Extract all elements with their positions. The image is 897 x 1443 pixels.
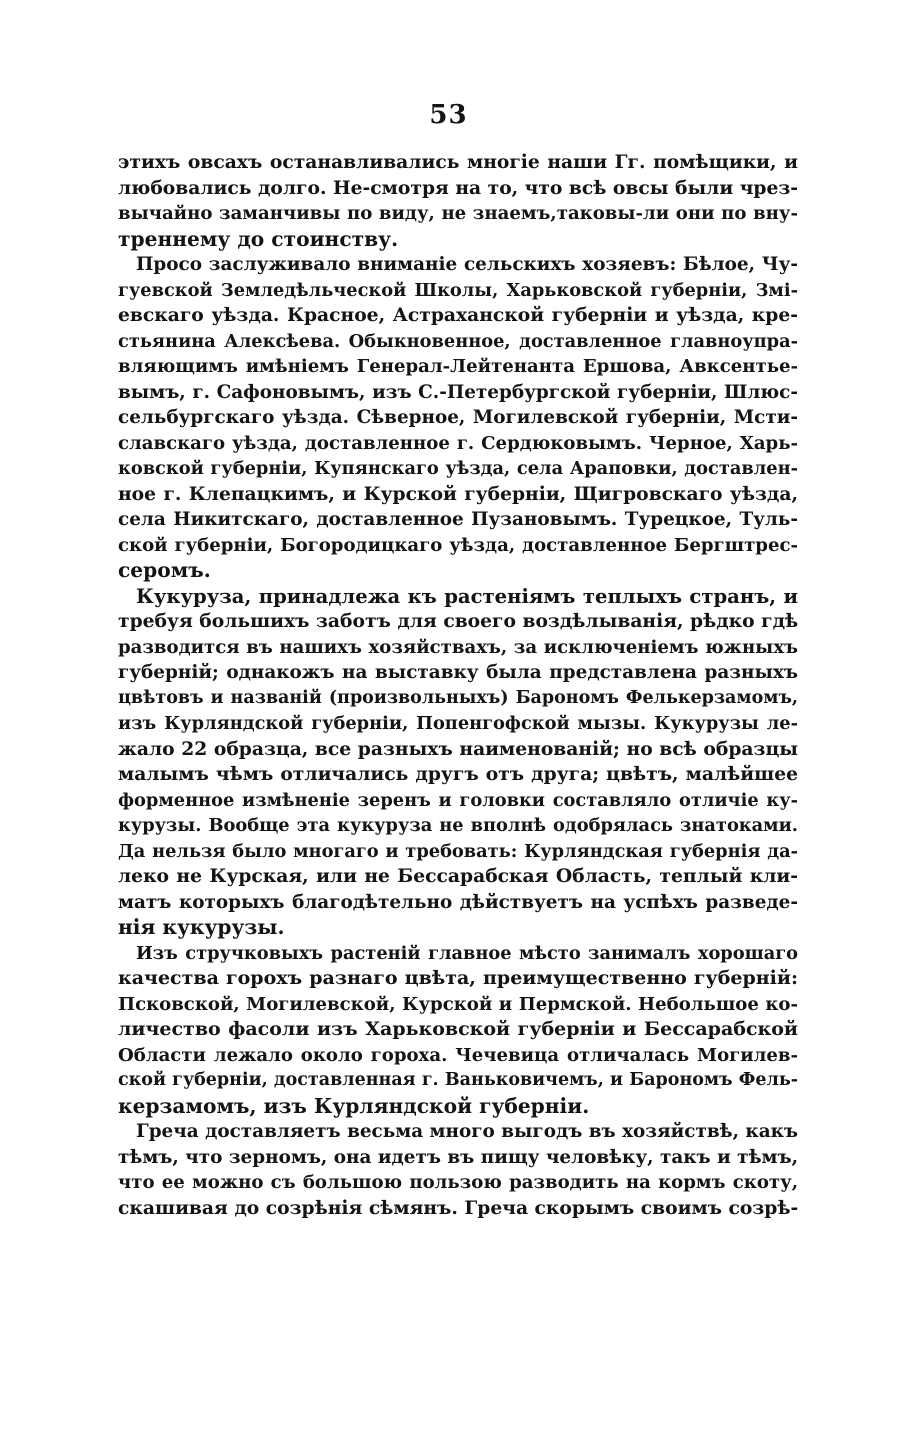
text-line: форменное измѣненіе зеренъ и головки составляло отличіе ку- bbox=[118, 789, 798, 811]
text-line: вымъ, г. Сафоновымъ, изъ С.-Петербургской губерніи, Шлюс- bbox=[118, 381, 798, 403]
text-line: Греча доставляетъ весьма много выгодъ въ хозяйствѣ, какъ bbox=[136, 1121, 798, 1142]
text-line: керзамомъ, изъ Курляндской губерніи. bbox=[118, 1093, 590, 1118]
text-line: леко не Курская, или не Бессарабская Область, теплый кли- bbox=[118, 865, 798, 887]
text-line: вляющимъ имѣніемъ Генерал-Лейтенанта Ершова, Авксентье- bbox=[118, 356, 798, 377]
text-line: стьянина Алексѣева. Обыкновенное, доставленное главноупра- bbox=[118, 330, 798, 352]
text-line: курузы. Вообще эта кукуруза не вполнѣ одобрялась знатоками. bbox=[118, 815, 798, 836]
text-line: треннему до стоинству. bbox=[118, 226, 399, 251]
text-line: любовались долго. Не-смотря на то, что всѣ овсы были чрез- bbox=[118, 176, 798, 199]
text-line: вычайно заманчивы по виду, не знаемъ,таковы-ли они по вну- bbox=[118, 203, 798, 224]
page-number: 53 bbox=[429, 100, 468, 130]
text-line: сельбургскаго уѣзда. Сѣверное, Могилевской губерніи, Мсти- bbox=[118, 407, 798, 428]
text-line: ное г. Клепацкимъ, и Курской губерніи, Щигровскаго уѣзда, bbox=[118, 482, 798, 505]
text-line: села Никитскаго, доставленное Пузановымъ. Турецкое, Туль- bbox=[118, 509, 798, 530]
text-line: этихъ овсахъ останавливались многіе наши Гг. помѣщики, и bbox=[118, 151, 798, 173]
text-line: ской губерніи, Богородицкаго уѣзда, доставленное Бергштрес- bbox=[118, 534, 798, 556]
text-line: ской губерніи, доставленная г. Ваньковичемъ, и Барономъ Фель- bbox=[118, 1070, 798, 1090]
text-line: что ее можно съ большою пользою разводить на кормъ скоту, bbox=[118, 1172, 798, 1193]
text-line: славскаго уѣзда, доставленное г. Сердюковымъ. Черное, Харь- bbox=[118, 432, 798, 454]
text-line: Просо заслуживало вниманіе сельскихъ хозяевъ: Бѣлое, Чу- bbox=[136, 254, 798, 275]
text-line: тѣмъ, что зерномъ, она идетъ въ пищу человѣку, такъ и тѣмъ, bbox=[118, 1146, 798, 1168]
text-line: Да нельзя было многаго и требовать: Курляндская губернія да- bbox=[118, 840, 798, 862]
text-line: требуя большихъ заботъ для своего воздѣлыванія, рѣдко гдѣ bbox=[118, 610, 798, 632]
text-line: малымъ чѣмъ отличались другъ отъ друга; цвѣтъ, малѣйшее bbox=[118, 763, 798, 785]
text-line: Изъ стручковыхъ растеній главное мѣсто занималъ хорошаго bbox=[136, 942, 798, 964]
body-text bbox=[118, 150, 798, 1221]
text-line: матъ которыхъ благодѣтельно дѣйствуетъ на успѣхъ разведе- bbox=[118, 891, 798, 913]
text-line: качества горохъ разнаго цвѣта, преимущественно губерній: bbox=[118, 967, 798, 989]
text-line: ковской губерніи, Купянскаго уѣзда, села Араповки, доставлен- bbox=[118, 458, 798, 479]
text-line: серомъ. bbox=[118, 558, 211, 582]
text-line: скашивая до созрѣнія сѣмянъ. Греча скорымъ своимъ созрѣ- bbox=[118, 1196, 798, 1219]
text-line: губерній; однакожъ на выставку была представлена разныхъ bbox=[118, 662, 798, 683]
text-line: нія кукурузы. bbox=[118, 915, 285, 939]
text-line: изъ Курляндской губерніи, Попенгофской мызы. Кукурузы ле- bbox=[118, 713, 798, 734]
text-line: Области лежало около гороха. Чечевица отличалась Могилев- bbox=[118, 1044, 798, 1066]
text-line: гуевской Земледѣльческой Школы, Харьковской губерніи, Змі- bbox=[118, 279, 798, 301]
text-line: жало 22 образца, все разныхъ наименованій; но всѣ образцы bbox=[118, 737, 798, 760]
text-line: разводится въ нашихъ хозяйствахъ, за исключеніемъ южныхъ bbox=[118, 636, 798, 658]
text-line: Псковской, Могилевской, Курской и Пермской. Небольшое ко- bbox=[118, 993, 798, 1015]
text-line: Кукуруза, принадлежа къ растеніямъ теплыхъ странъ, и bbox=[136, 584, 798, 608]
text-line: евскаго уѣзда. Красное, Астраханской губерніи и уѣзда, кре- bbox=[118, 304, 798, 326]
text-line: цвѣтовъ и названій (произвольныхъ) Барономъ Фелькерзамомъ, bbox=[118, 687, 798, 708]
text-line: личество фасоли изъ Харьковской губерніи и Бессарабской bbox=[118, 1018, 798, 1040]
